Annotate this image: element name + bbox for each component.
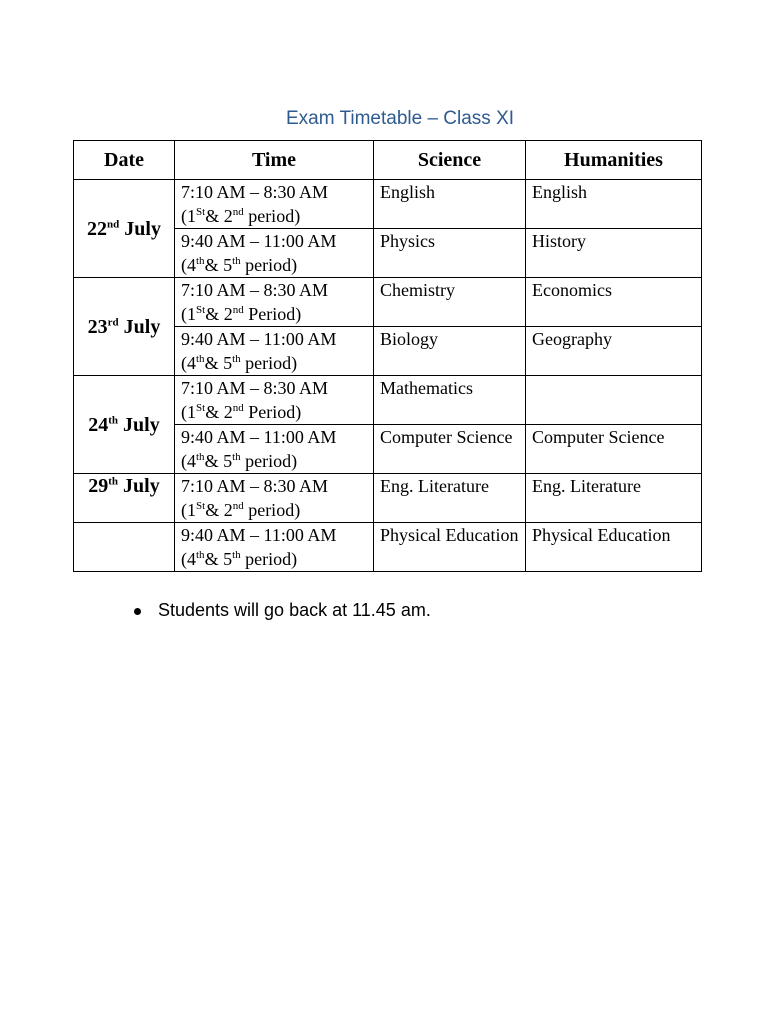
time-cell: 7:10 AM – 8:30 AM (1St& 2nd Period) <box>175 376 374 425</box>
humanities-subject: Computer Science <box>526 425 702 474</box>
science-subject: Eng. Literature <box>374 474 526 523</box>
header-date: Date <box>74 141 175 180</box>
time-cell: 9:40 AM – 11:00 AM (4th& 5th period) <box>175 229 374 278</box>
humanities-subject <box>526 376 702 425</box>
date-cell: 22nd July <box>74 180 175 278</box>
table-row <box>74 180 702 229</box>
notes-list <box>132 600 431 621</box>
table-row <box>74 523 702 572</box>
note-text: Students will go back at 11.45 am. <box>158 600 431 620</box>
science-subject: Computer Science <box>374 425 526 474</box>
science-subject: Mathematics <box>374 376 526 425</box>
table-row <box>74 474 702 523</box>
time-cell: 9:40 AM – 11:00 AM (4th& 5th period) <box>175 425 374 474</box>
time-cell: 9:40 AM – 11:00 AM (4th& 5th period) <box>175 327 374 376</box>
page-title: Exam Timetable – Class XI <box>285 108 515 129</box>
humanities-subject: Economics <box>526 278 702 327</box>
humanities-subject: English <box>526 180 702 229</box>
time-cell: 9:40 AM – 11:00 AM (4th& 5th period) <box>175 523 374 572</box>
header-time: Time <box>175 141 374 180</box>
science-subject: English <box>374 180 526 229</box>
humanities-subject: Geography <box>526 327 702 376</box>
date-cell: 23rd July <box>74 278 175 376</box>
date-cell: 29th July <box>74 474 175 523</box>
header-humanities: Humanities <box>526 141 702 180</box>
science-subject: Biology <box>374 327 526 376</box>
time-cell: 7:10 AM – 8:30 AM (1St& 2nd period) <box>175 180 374 229</box>
time-cell: 7:10 AM – 8:30 AM (1St& 2nd Period) <box>175 278 374 327</box>
science-subject: Physics <box>374 229 526 278</box>
humanities-subject: Eng. Literature <box>526 474 702 523</box>
date-cell-empty <box>74 523 175 572</box>
table-header-row <box>74 141 702 180</box>
science-subject: Chemistry <box>374 278 526 327</box>
date-cell: 24th July <box>74 376 175 474</box>
humanities-subject: History <box>526 229 702 278</box>
exam-timetable <box>73 140 702 572</box>
table-row <box>74 278 702 327</box>
table-row <box>74 376 702 425</box>
header-science: Science <box>374 141 526 180</box>
bullet-icon <box>134 608 141 615</box>
humanities-subject: Physical Education <box>526 523 702 572</box>
time-cell: 7:10 AM – 8:30 AM (1St& 2nd period) <box>175 474 374 523</box>
list-item <box>132 600 431 621</box>
science-subject: Physical Education <box>374 523 526 572</box>
